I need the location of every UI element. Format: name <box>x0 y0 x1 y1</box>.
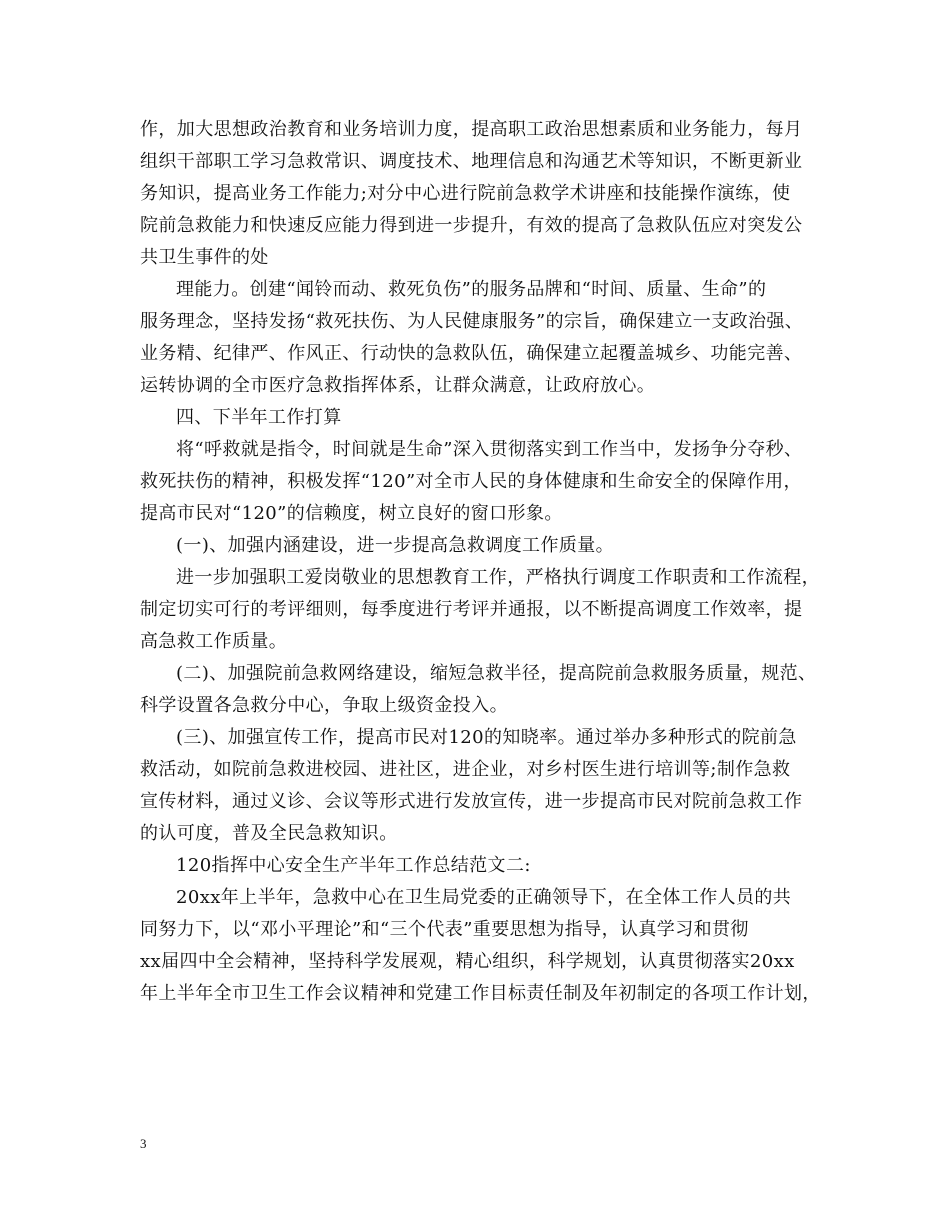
text-line: 救死扶伤的精神，积极发挥“120”对全市人民的身体健康和生命安全的保障作用， <box>140 471 802 492</box>
text-line: 高急救工作质量。 <box>140 631 288 652</box>
document-body <box>140 114 830 1010</box>
paragraph-first-line: 将“呼救就是指令，时间就是生命”深入贯彻落实到工作当中，发扬争分夺秒、 <box>176 439 803 460</box>
page-number: 3 <box>140 1136 147 1151</box>
paragraph-first-line: 理能力。创建“闻铃而动、救死负伤”的服务品牌和“时间、质量、生命”的 <box>176 279 767 300</box>
text-line: 共卫生事件的处 <box>140 247 269 268</box>
text-line: 服务理念，坚持发扬“救死扶伤、为人民健康服务”的宗旨，确保建立一支政治强、 <box>140 311 804 332</box>
text-line: 制定切实可行的考评细则，每季度进行考评并通报，以不断提高调度工作效率，提 <box>140 599 803 620</box>
text-line: 提高市民对“120”的信赖度，树立良好的窗口形象。 <box>140 503 563 524</box>
text-line: 科学设置各急救分中心，争取上级资金投入。 <box>140 695 508 716</box>
text-line: 同努力下，以“邓小平理论”和“三个代表”重要思想为指导，认真学习和贯彻 <box>140 919 749 940</box>
subsection-heading: (一)、加强内涵建设，进一步提高急救调度工作质量。 <box>176 535 615 556</box>
text-line: xx届四中全会精神，坚持科学发展观，精心组织，科学规划，认真贯彻落实20xx <box>140 951 795 972</box>
paragraph-first-line: 进一步加强职工爱岗敬业的思想教育工作，严格执行调度工作职责和工作流程， <box>176 567 820 588</box>
text-line: 年上半年全市卫生工作会议精神和党建工作目标责任制及年初制定的各项工作计划， <box>140 983 821 1004</box>
subsection-heading: (三)、加强宣传工作，提高市民对120的知晓率。通过举办多种形式的院前急 <box>176 727 797 748</box>
text-line: 作，加大思想政治教育和业务培训力度，提高职工政治思想素质和业务能力，每月 <box>140 119 803 140</box>
text-line: 救活动，如院前急救进校园、进社区，进企业，对乡村医生进行培训等;制作急救 <box>140 759 791 780</box>
text-line: 宣传材料，通过义诊、会议等形式进行发放宣传，进一步提高市民对院前急救工作 <box>140 791 803 812</box>
document-subtitle: 120指挥中心安全生产半年工作总结范文二: <box>176 855 531 876</box>
text-line: 务知识，提高业务工作能力;对分中心进行院前急救学术讲座和技能操作演练，使 <box>140 183 791 204</box>
text-line: 运转协调的全市医疗急救指挥体系，让群众满意，让政府放心。 <box>140 375 656 396</box>
text-line: 业务精、纪律严、作风正、行动快的急救队伍，确保建立起覆盖城乡、功能完善、 <box>140 343 803 364</box>
text-line: 的认可度，普及全民急救知识。 <box>140 823 398 844</box>
subsection-heading: (二)、加强院前急救网络建设，缩短急救半径，提高院前急救服务质量，规范、 <box>176 663 817 684</box>
text-line: 院前急救能力和快速反应能力得到进一步提升，有效的提高了急救队伍应对突发公 <box>140 215 803 236</box>
paragraph-first-line: 20xx年上半年，急救中心在卫生局党委的正确领导下，在全体工作人员的共 <box>176 887 792 908</box>
text-line: 组织干部职工学习急救常识、调度技术、地理信息和沟通艺术等知识，不断更新业 <box>140 151 803 172</box>
section-heading: 四、下半年工作打算 <box>176 407 342 428</box>
